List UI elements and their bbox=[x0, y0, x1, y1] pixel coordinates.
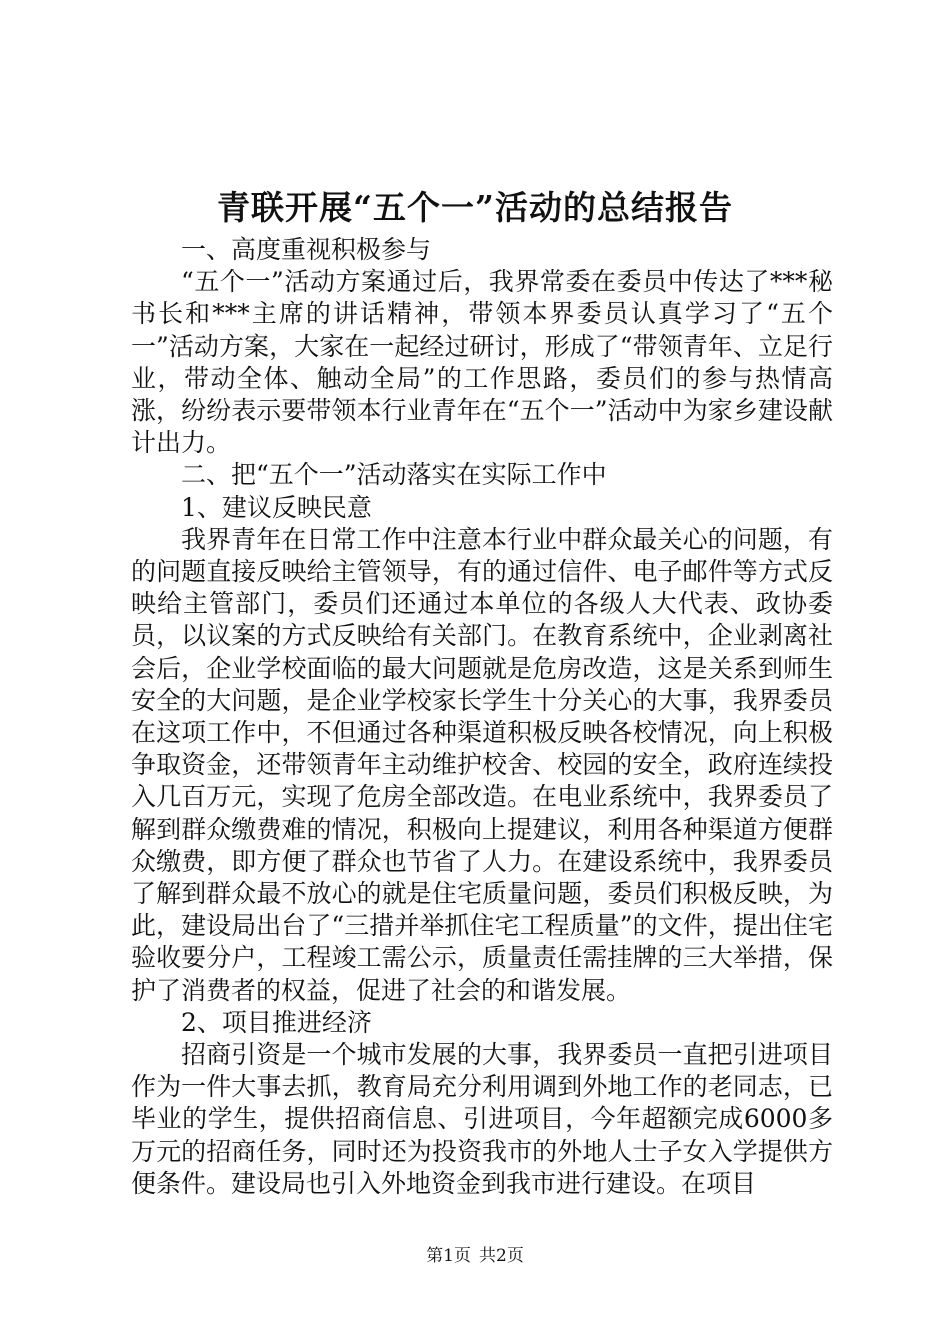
page-number: 第1页 bbox=[426, 1246, 471, 1266]
paragraph: 我界青年在日常工作中注意本行业中群众最关心的问题，有的问题直接反映给主管领导，有的通过信件、电子邮件等方式反映给主管部门，委员们还通过本单位的各级人大代表、政协委员，以议案的方式反映给有关部门。在教育系统中，企业剥离社会后，企业学校面临的最大问题就是危房改造，这是关系到师生安全的大问题，是企业学校家长学生十分关心的大事，我界委员在这项工作中，不但通过各种渠道积极反映各校情况，向上积极争取资金，还带领青年主动维护校舍、校园的安全，政府连续投入几百万元，实现了危房全部改造。在电业系统中，我界委员了解到群众缴费难的情况，积极向上提建议，利用各种渠道方便群众缴费，即方便了群众也节省了人力。在建设系统中，我界委员了解到群众最不放心的就是住宅质量问题，委员们积极反映，为此，建设局出台了“三措并举抓住宅工程质量”的文件，提出住宅验收要分户，工程竣工需公示，质量责任需挂牌的三大举措，保护了消费者的权益，促进了社会的和谐发展。 bbox=[131, 524, 833, 1005]
document-body bbox=[131, 234, 833, 1200]
paragraph: 招商引资是一个城市发展的大事，我界委员一直把引进项目作为一件大事去抓，教育局充分利用调到外地工作的老同志，已毕业的学生，提供招商信息、引进项目，今年超额完成6000多万元的招商任务，同时还为投资我市的外地人士子女入学提供方便条件。建设局也引入外地资金到我市进行建设。在项目 bbox=[131, 1040, 833, 1198]
page-total: 共2页 bbox=[479, 1246, 524, 1266]
section-heading-2: 二、把“五个一”活动落实在实际工作中 bbox=[181, 460, 607, 490]
paragraph: “五个一”活动方案通过后，我界常委在委员中传达了***秘书长和***主席的讲话精神，带领本界委员认真学习了“五个一”活动方案，大家在一起经过研讨，形成了“带领青年、立足行业，带动全体、触动全局”的工作思路，委员们的参与热情高涨，纷纷表示要带领本行业青年在“五个一”活动中为家乡建设献计出力。 bbox=[131, 267, 833, 458]
document-title: 青联开展“五个一”活动的总结报告 bbox=[217, 188, 733, 227]
page-footer bbox=[0, 1244, 950, 1268]
subsection-heading-1: 1、建议反映民意 bbox=[181, 492, 372, 522]
section-heading-1: 一、高度重视积极参与 bbox=[181, 235, 432, 264]
subsection-heading-2: 2、项目推进经济 bbox=[181, 1007, 372, 1037]
